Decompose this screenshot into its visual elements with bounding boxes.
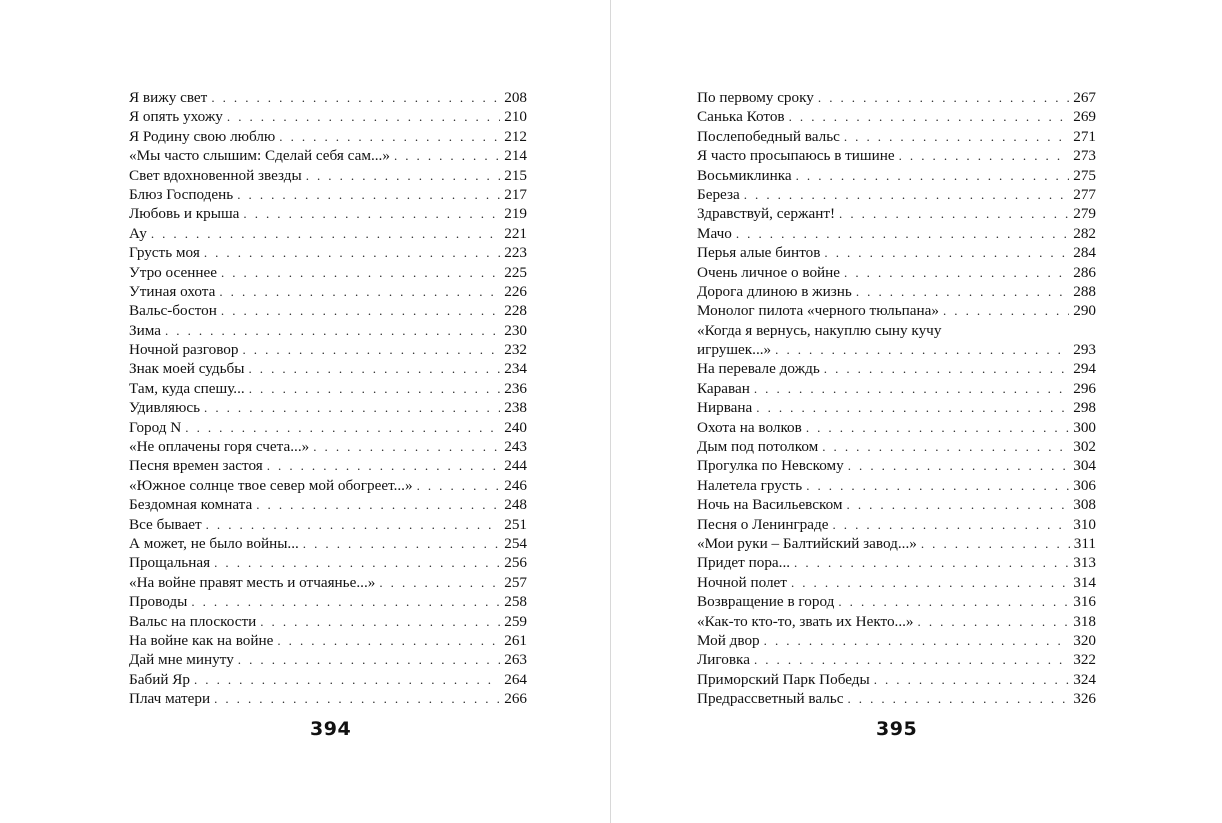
dot-leader <box>238 650 500 669</box>
toc-entry-page: 302 <box>1073 438 1096 456</box>
dot-leader <box>417 476 501 495</box>
dot-leader <box>260 612 500 631</box>
dot-leader <box>874 670 1070 689</box>
toc-entry-title: Проводы <box>129 593 188 611</box>
toc-entry-page: 298 <box>1073 399 1096 417</box>
toc-entry-title: Береза <box>697 185 740 203</box>
toc-entry <box>697 146 1096 165</box>
toc-entry-page: 267 <box>1073 89 1096 106</box>
toc-entry <box>129 379 527 398</box>
toc-entry <box>697 185 1096 204</box>
toc-entry-title: Мачо <box>697 224 732 242</box>
dot-leader <box>249 379 501 398</box>
toc-entry-title: Я Родину свою люблю <box>129 127 276 145</box>
toc-entry-title: Я вижу свет <box>129 89 208 106</box>
toc-entry-page: 257 <box>504 573 527 591</box>
toc-entry <box>697 127 1096 146</box>
toc-entry-title: Бабий Яр <box>129 670 190 688</box>
dot-leader <box>824 359 1069 378</box>
toc-entry-page: 296 <box>1073 379 1096 397</box>
toc-entry-title: Прощальная <box>129 554 211 572</box>
toc-entry-page: 210 <box>504 108 527 126</box>
dot-leader <box>818 88 1069 107</box>
toc-entry-page: 322 <box>1073 651 1096 669</box>
dot-leader <box>394 146 500 165</box>
toc-entry <box>697 359 1096 378</box>
toc-entry <box>697 689 1096 708</box>
toc-entry <box>129 689 527 708</box>
toc-entry-title: Утиная охота <box>129 282 216 300</box>
toc-entry-page: 288 <box>1073 282 1096 300</box>
toc-entry <box>129 437 527 456</box>
toc-entry-page: 306 <box>1073 476 1096 494</box>
dot-leader <box>214 689 500 708</box>
toc-entry <box>697 456 1096 475</box>
dot-leader <box>754 379 1069 398</box>
toc-entry-page: 225 <box>504 263 527 281</box>
toc-entry <box>129 263 527 282</box>
dot-leader <box>824 243 1069 262</box>
toc-entry-page: 261 <box>504 631 527 649</box>
toc-entry-title: Предрассветный вальс <box>697 690 844 708</box>
toc-entry-title: Я часто просыпаюсь в тишине <box>697 147 895 165</box>
toc-entry-title: «Южное солнце твое север мой обогреет...» <box>129 476 413 494</box>
dot-leader <box>267 456 500 475</box>
toc-entry <box>697 573 1096 592</box>
toc-entry-title: Восьмиклинка <box>697 166 792 184</box>
toc-entry <box>697 224 1096 243</box>
toc-entry-page: 258 <box>504 593 527 611</box>
toc-entry-title: Караван <box>697 379 750 397</box>
toc-entry-title: Дай мне минуту <box>129 651 234 669</box>
dot-leader <box>806 476 1069 495</box>
toc-entry <box>129 321 527 340</box>
toc-entry-title: Бездомная комната <box>129 496 253 514</box>
toc-entry <box>129 612 527 631</box>
toc-entry-page: 286 <box>1073 263 1096 281</box>
toc-entry-page: 290 <box>1073 302 1096 320</box>
dot-leader <box>839 204 1069 223</box>
dot-leader <box>165 321 500 340</box>
toc-entry-title: Охота на волков <box>697 418 802 436</box>
toc-entry <box>129 592 527 611</box>
toc-entry <box>697 437 1096 456</box>
toc-entry-title: Вальс-бостон <box>129 302 217 320</box>
toc-entry-page: 244 <box>504 457 527 475</box>
toc-entry <box>697 612 1096 631</box>
toc-entry <box>129 553 527 572</box>
toc-entry-title: Грусть моя <box>129 244 200 262</box>
dot-leader <box>206 515 501 534</box>
dot-leader <box>856 282 1069 301</box>
toc-entry <box>129 301 527 320</box>
toc-entry-page: 273 <box>1073 147 1096 165</box>
toc-entry <box>129 224 527 243</box>
toc-entry-title: Мой двор <box>697 631 760 649</box>
toc-entry <box>129 534 527 553</box>
toc-entry <box>129 127 527 146</box>
dot-leader <box>791 573 1069 592</box>
toc-entry-page: 275 <box>1073 166 1096 184</box>
toc-entry-page: 246 <box>504 476 527 494</box>
toc-entry <box>697 166 1096 185</box>
toc-entry <box>129 359 527 378</box>
toc-entry-title: На перевале дождь <box>697 360 820 378</box>
toc-entry-title: Лиговка <box>697 651 750 669</box>
toc-entry <box>129 88 527 107</box>
toc-entry-page: 248 <box>504 496 527 514</box>
dot-leader <box>248 359 500 378</box>
dot-leader <box>219 282 500 301</box>
toc-entry-page: 277 <box>1073 185 1096 203</box>
dot-leader <box>256 495 500 514</box>
toc-entry-page: 234 <box>504 360 527 378</box>
right-page <box>611 0 1222 823</box>
toc-entry-page: 215 <box>504 166 527 184</box>
toc-entry <box>697 670 1096 689</box>
toc-entry <box>697 592 1096 611</box>
toc-entry <box>129 204 527 223</box>
dot-leader <box>211 88 500 107</box>
toc-entry-page: 263 <box>504 651 527 669</box>
dot-leader <box>775 340 1069 359</box>
toc-entry <box>129 456 527 475</box>
toc-entry-title: «На войне правят месть и отчаянье...» <box>129 573 376 591</box>
dot-leader <box>151 224 500 243</box>
toc-entry-page: 238 <box>504 399 527 417</box>
toc-entry <box>697 379 1096 398</box>
dot-leader <box>204 398 500 417</box>
toc-entry-title: Ночной разговор <box>129 341 239 359</box>
toc-entry-title: «Не оплачены горя счета...» <box>129 438 310 456</box>
dot-leader <box>243 204 500 223</box>
toc-entry <box>129 340 527 359</box>
toc-entry-page: 226 <box>504 282 527 300</box>
toc-entry <box>697 495 1096 514</box>
dot-leader <box>838 592 1069 611</box>
toc-entry-title: Песня времен застоя <box>129 457 263 475</box>
dot-leader <box>227 107 500 126</box>
dot-leader <box>796 166 1070 185</box>
toc-entry <box>697 107 1096 126</box>
toc-entry-page: 324 <box>1073 670 1096 688</box>
toc-entry-title: На войне как на войне <box>129 631 274 649</box>
toc-entry-title-continued: игрушек...» <box>697 341 772 359</box>
toc-entry <box>129 418 527 437</box>
toc-entry-title: «Как-то кто-то, звать их Некто...» <box>697 612 914 630</box>
toc-entry <box>697 631 1096 650</box>
toc-entry <box>129 495 527 514</box>
toc-entry <box>129 573 527 592</box>
toc-entry-title: Послепобедный вальс <box>697 127 840 145</box>
toc-entry-page: 259 <box>504 612 527 630</box>
toc-entry-title: Монолог пилота «черного тюльпана» <box>697 302 939 320</box>
toc-entry <box>697 553 1096 572</box>
toc-entry-title: Очень личное о войне <box>697 263 841 281</box>
toc-entry-page: 266 <box>504 690 527 708</box>
toc-entry-page: 318 <box>1073 612 1096 630</box>
dot-leader <box>794 553 1069 572</box>
toc-entry-page: 240 <box>504 418 527 436</box>
toc-entry-page: 314 <box>1073 573 1096 591</box>
toc-entry <box>697 418 1096 437</box>
toc-entry-page: 279 <box>1073 205 1096 223</box>
toc-entry <box>129 166 527 185</box>
toc-entry-title: Знак моей судьбы <box>129 360 245 378</box>
toc-entry-page: 256 <box>504 554 527 572</box>
toc-entry-page: 219 <box>504 205 527 223</box>
toc-entry-page: 264 <box>504 670 527 688</box>
toc-entry-title: Утро осеннее <box>129 263 217 281</box>
dot-leader <box>764 631 1070 650</box>
dot-leader <box>844 127 1069 146</box>
toc-entry-page: 304 <box>1073 457 1096 475</box>
page-number-left: 394 <box>310 718 352 740</box>
toc-entry <box>129 631 527 650</box>
dot-leader <box>943 301 1069 320</box>
dot-leader <box>221 263 500 282</box>
toc-entry-title: А может, не было войны... <box>129 534 299 552</box>
dot-leader <box>313 437 500 456</box>
toc-entry <box>129 670 527 689</box>
dot-leader <box>214 553 500 572</box>
toc-entry-title: Перья алые бинтов <box>697 244 821 262</box>
toc-entry-title: Плач матери <box>129 690 211 708</box>
dot-leader <box>848 456 1069 475</box>
toc-entry <box>697 476 1096 495</box>
dot-leader <box>744 185 1069 204</box>
dot-leader <box>185 418 500 437</box>
toc-entry-page: 254 <box>504 534 527 552</box>
toc-entry-page: 208 <box>504 89 527 106</box>
toc-entry <box>129 476 527 495</box>
toc-entry-page: 243 <box>504 438 527 456</box>
toc-entry-page: 271 <box>1073 127 1096 145</box>
toc-entry <box>697 534 1096 553</box>
dot-leader <box>921 534 1070 553</box>
toc-entry-title: Здравствуй, сержант! <box>697 205 836 223</box>
toc-entry-title: «Когда я вернусь, накуплю сыну кучу <box>697 321 942 339</box>
toc-entry <box>129 650 527 669</box>
toc-entry-title: Возвращение в город <box>697 593 835 611</box>
toc-entry-page: 320 <box>1073 631 1096 649</box>
toc-entry-title: Зима <box>129 321 161 339</box>
dot-leader <box>237 185 500 204</box>
toc-entry-page: 316 <box>1073 593 1096 611</box>
toc-entry-page: 313 <box>1073 554 1096 572</box>
toc-entry-title: По первому сроку <box>697 89 814 106</box>
toc-entry-title: Все бывает <box>129 515 202 533</box>
toc-entry-page: 217 <box>504 185 527 203</box>
toc-entry-page: 293 <box>1073 341 1096 359</box>
toc-entry-page: 326 <box>1073 690 1096 708</box>
toc-entry <box>697 301 1096 320</box>
toc-entry <box>697 515 1096 534</box>
dot-leader <box>847 495 1070 514</box>
toc-entry-title: Нирвана <box>697 399 753 417</box>
toc-entry-title: Я опять ухожу <box>129 108 223 126</box>
dot-leader <box>789 107 1070 126</box>
toc-entry-page: 251 <box>504 515 527 533</box>
toc-entry-page: 310 <box>1073 515 1096 533</box>
toc-entry-title: Прогулка по Невскому <box>697 457 844 475</box>
toc-entry <box>697 204 1096 223</box>
toc-entry-title: Блюз Господень <box>129 185 234 203</box>
dot-leader <box>194 670 500 689</box>
toc-entry-page: 282 <box>1073 224 1096 242</box>
dot-leader <box>847 689 1069 708</box>
toc-entry-page: 228 <box>504 302 527 320</box>
dot-leader <box>754 650 1069 669</box>
toc-entry-page: 214 <box>504 147 527 165</box>
toc-entry-title: «Мои руки – Балтийский завод...» <box>697 534 917 552</box>
dot-leader <box>379 573 500 592</box>
dot-leader <box>221 301 500 320</box>
toc-entry-page: 223 <box>504 244 527 262</box>
toc-entry <box>129 185 527 204</box>
toc-entry-title: Ночь на Васильевском <box>697 496 843 514</box>
dot-leader <box>844 263 1069 282</box>
toc-entry <box>129 282 527 301</box>
toc-entry-title: Дым под потолком <box>697 438 819 456</box>
table-of-contents-left <box>129 88 527 709</box>
toc-entry-page: 232 <box>504 341 527 359</box>
dot-leader <box>243 340 501 359</box>
toc-entry-title: Город N <box>129 418 182 436</box>
table-of-contents-right <box>697 88 1096 709</box>
toc-entry-page: 230 <box>504 321 527 339</box>
dot-leader <box>832 515 1069 534</box>
toc-entry <box>129 243 527 262</box>
toc-entry-page: 311 <box>1073 534 1096 552</box>
toc-entry <box>697 650 1096 669</box>
toc-entry <box>129 146 527 165</box>
dot-leader <box>277 631 500 650</box>
toc-entry <box>697 321 1096 360</box>
toc-entry-page: 300 <box>1073 418 1096 436</box>
dot-leader <box>918 612 1070 631</box>
toc-entry-title: Налетела грусть <box>697 476 803 494</box>
dot-leader <box>306 166 501 185</box>
dot-leader <box>756 398 1069 417</box>
toc-entry-title: Ночной полет <box>697 573 787 591</box>
toc-entry-title: Вальс на плоскости <box>129 612 257 630</box>
dot-leader <box>303 534 500 553</box>
toc-entry <box>129 398 527 417</box>
toc-entry-title: Дорога длиною в жизнь <box>697 282 852 300</box>
toc-entry-title: Ау <box>129 224 147 242</box>
toc-entry-page: 212 <box>504 127 527 145</box>
toc-entry-page: 284 <box>1073 244 1096 262</box>
toc-entry-title: Придет пора... <box>697 554 791 572</box>
toc-entry-title: «Мы часто слышим: Сделай себя сам...» <box>129 147 390 165</box>
toc-entry-page: 236 <box>504 379 527 397</box>
toc-entry <box>697 282 1096 301</box>
dot-leader <box>899 146 1070 165</box>
toc-entry <box>697 263 1096 282</box>
toc-entry-page: 308 <box>1073 496 1096 514</box>
toc-entry-page: 269 <box>1073 108 1096 126</box>
dot-leader <box>736 224 1069 243</box>
dot-leader <box>279 127 500 146</box>
toc-entry <box>697 243 1096 262</box>
toc-entry-title: Там, куда спешу... <box>129 379 245 397</box>
toc-entry <box>129 107 527 126</box>
toc-entry-page: 221 <box>504 224 527 242</box>
page-number-right: 395 <box>876 718 918 740</box>
toc-entry <box>697 88 1096 107</box>
toc-entry-title: Приморский Парк Победы <box>697 670 870 688</box>
toc-entry <box>697 398 1096 417</box>
dot-leader <box>204 243 500 262</box>
toc-entry-title: Удивляюсь <box>129 399 201 417</box>
toc-entry-title: Песня о Ленинграде <box>697 515 829 533</box>
toc-entry-page: 294 <box>1073 360 1096 378</box>
toc-entry-title: Любовь и крыша <box>129 205 240 223</box>
dot-leader <box>822 437 1069 456</box>
toc-entry-title: Свет вдохновенной звезды <box>129 166 302 184</box>
toc-entry-title: Санька Котов <box>697 108 785 126</box>
dot-leader <box>806 418 1069 437</box>
toc-entry <box>129 515 527 534</box>
dot-leader <box>191 592 500 611</box>
